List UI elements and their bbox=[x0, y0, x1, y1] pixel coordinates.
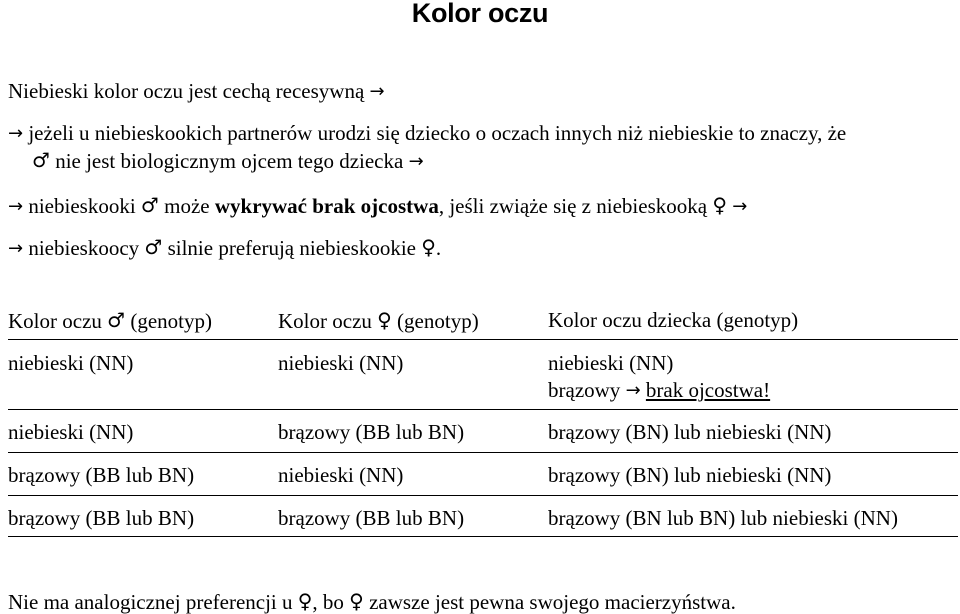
footer-text1: Nie ma analogicznej preferencji u bbox=[8, 590, 293, 614]
point3-end: . bbox=[435, 236, 442, 260]
header-mother-prefix: Kolor oczu bbox=[278, 309, 372, 333]
row3-child: brązowy (BN) lub niebieski (NN) bbox=[548, 463, 832, 487]
footer-line bbox=[8, 589, 736, 614]
male-symbol-icon: ♂ bbox=[32, 148, 50, 172]
arrow-right-icon: → bbox=[8, 196, 24, 217]
header-father-prefix: Kolor oczu bbox=[8, 309, 102, 333]
female-symbol-icon: ♀ bbox=[297, 589, 313, 613]
row1-child-extra bbox=[548, 378, 770, 403]
female-symbol-icon: ♀ bbox=[377, 308, 392, 332]
row3-mother: niebieski (NN) bbox=[278, 463, 404, 487]
point1-line2 bbox=[32, 148, 424, 174]
row4-mother: brązowy (BB lub BN) bbox=[278, 506, 465, 530]
female-symbol-icon: ♀ bbox=[349, 589, 364, 613]
header-child: Kolor oczu dziecka (genotyp) bbox=[548, 308, 799, 332]
point3-text2: silnie preferują niebieskookie bbox=[167, 236, 417, 260]
female-symbol-icon: ♀ bbox=[421, 235, 436, 259]
table-divider bbox=[8, 495, 958, 496]
row2-mother: brązowy (BB lub BN) bbox=[278, 420, 465, 444]
intro-text: Niebieski kolor oczu jest cechą recesywną bbox=[8, 79, 365, 103]
header-mother bbox=[278, 308, 479, 333]
footer-text2: , bo bbox=[312, 590, 344, 614]
point2-bold: wykrywać brak ojcostwa bbox=[214, 194, 439, 218]
female-symbol-icon: ♀ bbox=[712, 193, 727, 217]
table-divider bbox=[8, 452, 958, 453]
point1-line1 bbox=[8, 121, 846, 146]
arrow-right-icon: → bbox=[408, 151, 424, 172]
row3-father: brązowy (BB lub BN) bbox=[8, 463, 195, 487]
arrow-right-icon: → bbox=[8, 123, 24, 144]
arrow-right-icon: → bbox=[732, 196, 748, 217]
header-father-suffix: (genotyp) bbox=[130, 309, 212, 333]
arrow-right-icon: → bbox=[8, 238, 24, 259]
table-divider bbox=[8, 409, 958, 410]
row1-mother: niebieski (NN) bbox=[278, 351, 404, 375]
arrow-right-icon: → bbox=[625, 380, 641, 401]
row2-child: brązowy (BN) lub niebieski (NN) bbox=[548, 420, 832, 444]
row2-father: niebieski (NN) bbox=[8, 420, 134, 444]
point1-text1: jeżeli u niebieskookich partnerów urodzi się dziecko o oczach innych niż niebieskie to znaczy, że bbox=[28, 121, 847, 145]
no-paternity-link[interactable]: brak ojcostwa! bbox=[645, 378, 771, 402]
point1-text2: nie jest biologicznym ojcem tego dziecka bbox=[55, 149, 404, 173]
male-symbol-icon: ♂ bbox=[144, 235, 163, 259]
row1-father: niebieski (NN) bbox=[8, 351, 134, 375]
male-symbol-icon: ♂ bbox=[140, 193, 159, 217]
point2-line bbox=[8, 193, 747, 219]
intro-line bbox=[8, 79, 385, 104]
header-father bbox=[8, 308, 212, 333]
row1-child: niebieski (NN) bbox=[548, 351, 674, 375]
row1-child-extra-text: brązowy bbox=[548, 378, 621, 402]
point2-text3: , jeśli zwiąże się z niebieskooką bbox=[438, 194, 708, 218]
page-title: Kolor oczu bbox=[411, 0, 549, 28]
point2-text1: niebieskooki bbox=[28, 194, 136, 218]
table-divider bbox=[8, 536, 958, 537]
row4-child: brązowy (BN lub BN) lub niebieski (NN) bbox=[548, 506, 898, 530]
male-symbol-icon: ♂ bbox=[107, 308, 126, 332]
footer-text3: zawsze jest pewna swojego macierzyństwa. bbox=[369, 590, 736, 614]
point2-text2: może bbox=[164, 194, 210, 218]
point3-line bbox=[8, 235, 441, 261]
row4-father: brązowy (BB lub BN) bbox=[8, 506, 195, 530]
arrow-right-icon: → bbox=[369, 81, 385, 102]
table-divider bbox=[8, 339, 958, 340]
header-mother-suffix: (genotyp) bbox=[397, 309, 479, 333]
point3-text1: niebieskoocy bbox=[28, 236, 140, 260]
